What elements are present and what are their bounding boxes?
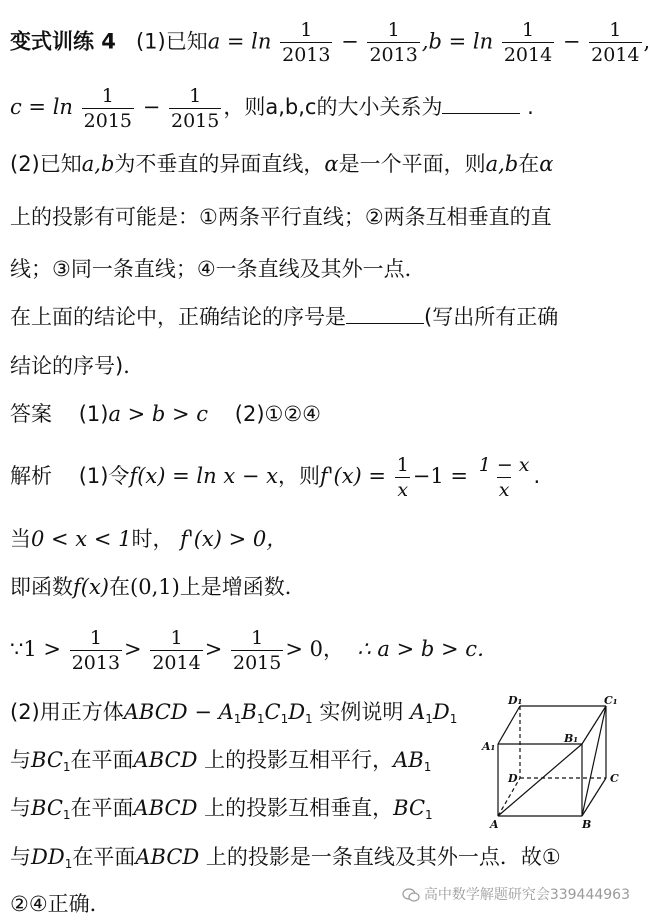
fraction: $\frac{1}{x}$ [396,453,409,501]
edge-a1-d1 [498,706,520,744]
fraction: $\frac{1}{2014}$ [503,19,553,66]
fraction: $\frac{1}{2015}$ [170,84,220,132]
wechat-icon [402,888,420,902]
problem-line-7: 结论的序号)． [10,354,145,378]
fraction: $\frac{1}{2015}$ [83,84,132,132]
analysis-line-6: 与$BC_1$在平面ABCD 上的投影互相平行，$AB_1$ [10,748,432,774]
fraction: $\frac{1 - x}{x}$ [478,453,530,501]
analysis-line-4: ∵1 > $\frac{1}{2013}$ > $\frac{1}{2014}$ > $\frac{1}{2015}$ > 0， ∴ a > b > c． [10,626,499,674]
problem-line-4: 上的投影有可能是：①两条平行直线；②两条互相垂直的直 [10,205,552,229]
analysis-line-7: 与$BC_1$在平面ABCD 上的投影互相垂直，$BC_1$ [10,796,433,822]
analysis-line-1: 解析 (1)令f(x) = ln x − x，则f'(x) = $\frac{1}{x}$ −1 = $\frac{1 - x}{x}$ . [10,453,541,501]
answer-blank [346,303,424,324]
watermark: 高中数学解题研究会339444963 [402,884,630,904]
label-b1: B₁ [564,732,579,745]
label-d1: D₁ [508,694,523,707]
label-c1: C₁ [604,694,618,707]
fraction: $\frac{1}{2015}$ [233,626,282,674]
analysis-label: 解析 [10,464,52,488]
answer-line: 答案 (1)a > b > c (2)①②④ [10,402,322,426]
fraction: $\frac{1}{2013}$ [282,19,331,66]
edge-b-c1 [582,706,606,816]
c-definition: c = ln [10,95,73,119]
a-definition: a = ln [207,29,272,54]
problem-line-2: c = ln $\frac{1}{2015}$ − $\frac{1}{2015}$ ，则a,b,c的大小关系为 . [10,84,534,132]
fraction: $\frac{1}{2014}$ [591,19,640,66]
b-definition: ,b = ln [421,29,494,54]
answer-blank [442,93,520,114]
exercise-title: 变式训练 4 [10,29,116,54]
problem-line-1: 变式训练 4 (1)已知a = ln $\frac{1}{2013}$ − $\frac{1}{2013}$ ,b = ln $\frac{1}{2014}$ − $\frac{1}{2014}$ , [10,19,650,66]
fraction: $\frac{1}{2013}$ [369,19,418,66]
problem-line-3: (2)已知a,b为不垂直的异面直线，α是一个平面，则a,b在α [10,152,554,176]
label-b: B [582,818,592,831]
fraction: $\frac{1}{2013}$ [71,626,121,674]
answer-label: 答案 [10,402,52,426]
fraction: $\frac{1}{2014}$ [152,626,201,674]
label-c: C [610,772,619,785]
label-a: A [490,818,499,831]
label-a1: A₁ [482,740,496,753]
analysis-line-9: ②④正确． [10,892,111,916]
problem-line-6: 在上面的结论中，正确结论的序号是 (写出所有正确 [10,305,559,329]
analysis-line-2: 当0 < x < 1时， f'(x) > 0， [10,527,288,551]
cube-figure [478,692,628,832]
label-d: D [508,772,518,785]
analysis-line-5: (2)用正方体ABCD − $A_1B_1C_1D_1$ 实例说明 $A_1D_1$ [10,700,458,726]
analysis-line-3: 即函数f(x)在(0,1)上是增函数． [10,575,306,599]
part1-question: ，则a,b,c的大小关系为 [223,95,443,119]
analysis-line-8: 与$DD_1$在平面ABCD 上的投影是一条直线及其外一点．故① [10,845,561,871]
problem-line-5: 线；③同一条直线；④一条直线及其外一点． [10,257,426,281]
part1-label: (1)已知 [135,29,208,54]
